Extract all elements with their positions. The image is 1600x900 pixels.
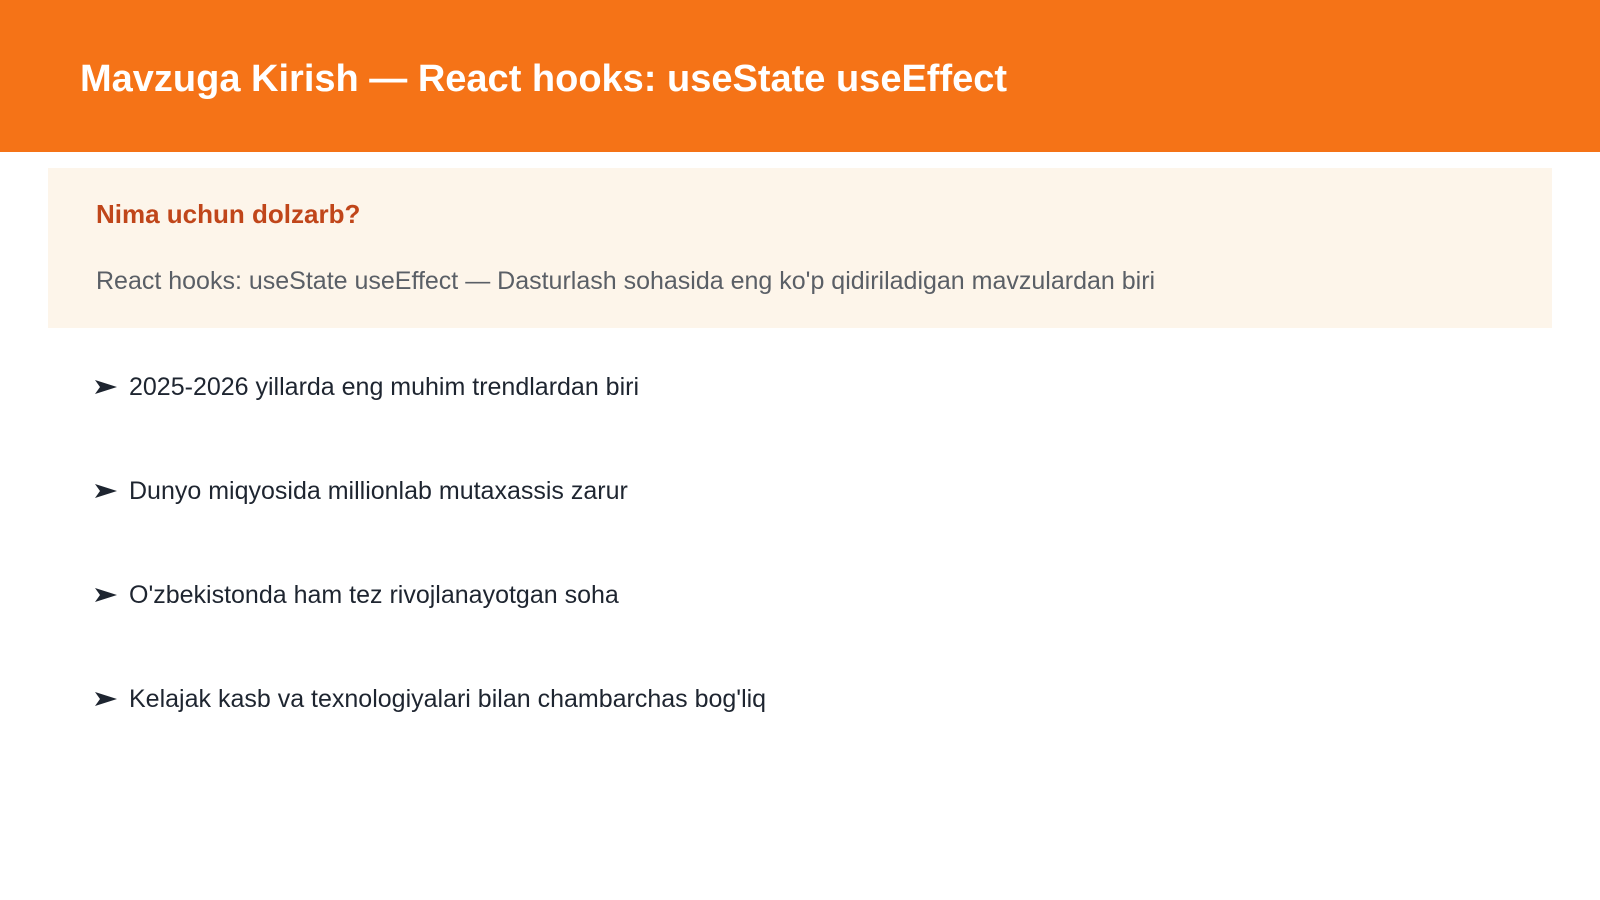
bullet-item xyxy=(95,682,766,786)
triangle-right-icon xyxy=(95,370,117,404)
callout-box xyxy=(48,168,1552,328)
callout-text: React hooks: useState useEffect — Dasturlash sohasida eng ko'p qidiriladigan mavzulardan biri xyxy=(96,267,1156,295)
bullet-item xyxy=(95,474,766,578)
callout-heading: Nima uchun dolzarb? xyxy=(96,199,361,229)
bullet-item xyxy=(95,578,766,682)
bullet-text: 2025-2026 yillarda eng muhim trendlardan biri xyxy=(129,373,640,401)
bullet-list xyxy=(95,370,766,786)
bullet-text: O'zbekistonda ham tez rivojlanayotgan soha xyxy=(129,581,619,609)
bullet-item xyxy=(95,370,766,474)
triangle-right-icon xyxy=(95,682,117,716)
bullet-text: Dunyo miqyosida millionlab mutaxassis zarur xyxy=(129,477,628,505)
slide-title: Mavzuga Kirish — React hooks: useState useEffect xyxy=(80,58,1008,100)
triangle-right-icon xyxy=(95,578,117,612)
bullet-text: Kelajak kasb va texnologiyalari bilan chambarchas bog'liq xyxy=(129,685,767,713)
slide-header xyxy=(0,0,1600,152)
triangle-right-icon xyxy=(95,474,117,508)
